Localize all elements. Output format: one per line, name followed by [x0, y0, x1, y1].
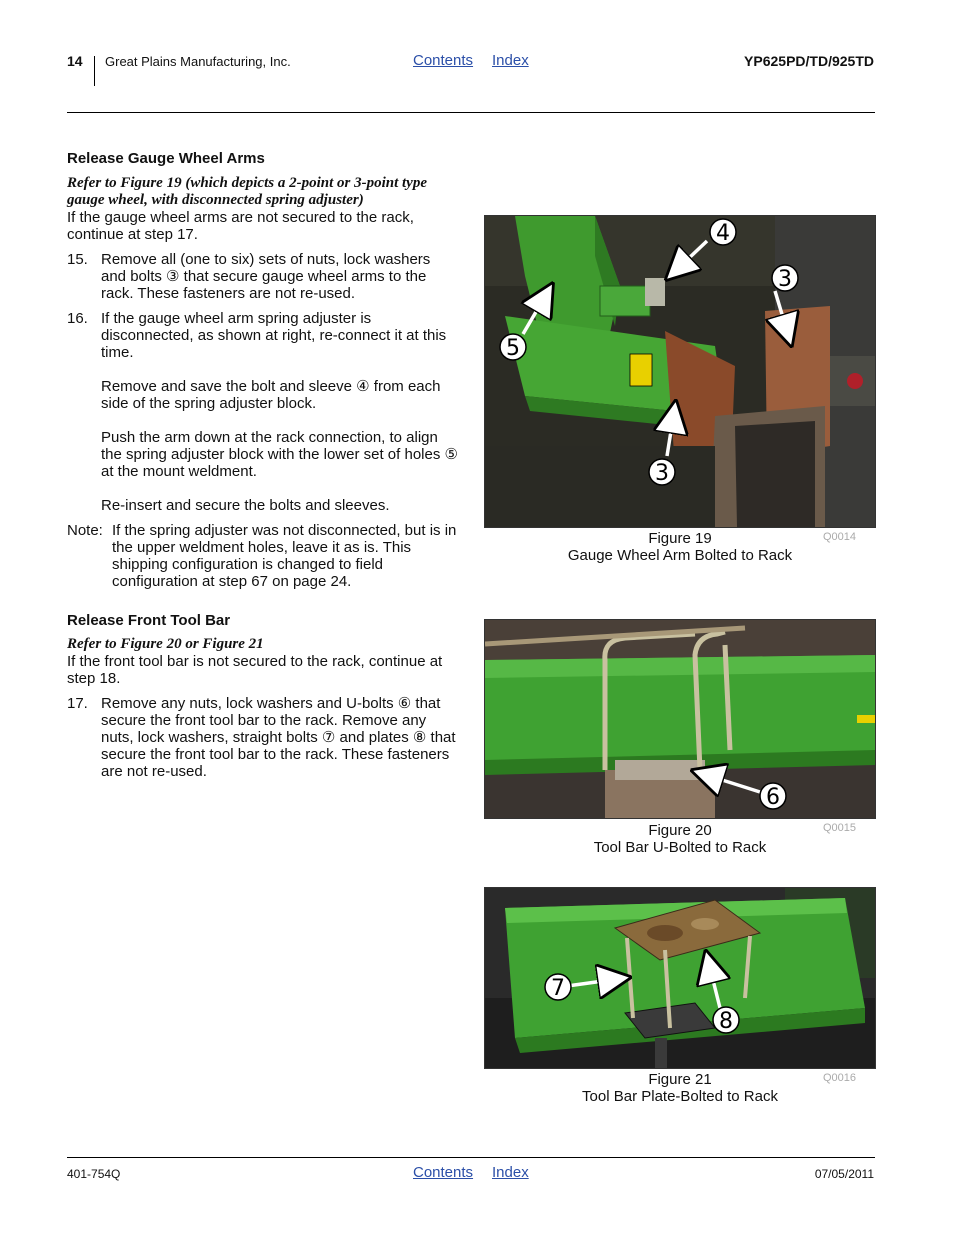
callout-7 — [545, 974, 571, 1001]
figure-19-photo — [484, 215, 876, 528]
step-15: 15. Remove all (one to six) sets of nuts, lock washers and bolts ③ that secure gauge wheel arms to the rack. These fasteners are not re-used. — [67, 251, 431, 302]
svg-text:4: 4 — [716, 221, 730, 246]
figure-reference: Refer to Figure 20 or Figure 21 — [67, 636, 264, 652]
header-index-link[interactable]: Index — [492, 52, 529, 69]
company-name: Great Plains Manufacturing, Inc. — [105, 54, 291, 69]
svg-text:7: 7 — [551, 976, 565, 1001]
publication-date: 07/05/2011 — [814, 1167, 874, 1181]
intro-text: If the front tool bar is not secured to the rack, continue at step 18. — [67, 653, 443, 687]
gauge-wheel-arm-illustration — [485, 216, 875, 527]
section-gauge-wheel-arms — [67, 150, 459, 590]
model-number: YP625PD/TD/925TD — [744, 53, 874, 69]
figure-21-code: Q0016 — [823, 1072, 857, 1084]
figure-20-caption — [485, 822, 875, 856]
figure-label: Figure 19 — [648, 530, 712, 547]
svg-text:6: 6 — [766, 785, 780, 810]
figure-20-photo — [484, 619, 876, 819]
callout-4 — [710, 219, 736, 246]
figure-21-caption — [485, 1071, 875, 1105]
section-front-tool-bar — [67, 612, 459, 780]
footer-rule — [67, 1157, 875, 1158]
figure-reference: Refer to Figure 19 (which depicts a 2-point or 3-point type gauge wheel, with disconnected spring adjuster) — [67, 175, 427, 208]
section-heading: Release Front Tool Bar — [67, 612, 231, 629]
callout-6 — [760, 783, 786, 810]
svg-text:3: 3 — [655, 461, 669, 486]
tool-bar-u-bolt-illustration — [485, 620, 875, 818]
step-17: 17. Remove any nuts, lock washers and U-bolts ⑥ that secure the front tool bar to the rack. Remove any nuts, lock washers, straight bolts ⑦ and plates ⑧ that secure the front tool bar to the rack. These fasteners are not re-used. — [67, 695, 456, 780]
svg-text:3: 3 — [778, 267, 792, 292]
header-rule — [67, 112, 875, 113]
footer-contents-link[interactable]: Contents — [413, 1164, 474, 1181]
header-divider — [94, 56, 95, 86]
figure-20-code: Q0015 — [823, 822, 857, 834]
figure-title: Tool Bar Plate-Bolted to Rack — [582, 1088, 778, 1105]
step-16: 16. If the gauge wheel arm spring adjuster is disconnected, as shown at right, re-connect it at this time. Remove and save the bolt and sleeve ④ from each side of the spring adjuster block. Push the arm down at the rack connection, to align the spring adjuster block with the lower set of holes ⑤ at the mount weldment. Re-insert and secure the bolts and sleeves. — [67, 310, 458, 514]
figure-title: Tool Bar U-Bolted to Rack — [593, 839, 767, 856]
tool-bar-plate-bolt-illustration — [485, 888, 875, 1068]
figure-label: Figure 20 — [648, 822, 712, 839]
section-heading: Release Gauge Wheel Arms — [67, 150, 265, 167]
svg-text:5: 5 — [506, 336, 520, 361]
figure-21-photo — [484, 887, 876, 1069]
callout-3-top — [772, 265, 798, 292]
figure-label: Figure 21 — [648, 1071, 712, 1088]
figure-19-caption — [485, 530, 875, 564]
svg-text:8: 8 — [719, 1009, 733, 1034]
document-number: 401-754Q — [67, 1167, 121, 1181]
callout-3-bottom — [649, 459, 675, 486]
header-contents-link[interactable]: Contents — [413, 52, 474, 69]
note: Note: If the spring adjuster was not disconnected, but is in the upper weldment holes, leave it as is. This shipping configuration is changed to field configuration at step 67 on page 24. — [67, 522, 457, 590]
intro-text: If the gauge wheel arms are not secured to the rack, continue at step 17. — [67, 209, 414, 243]
page-number: 14 — [67, 53, 83, 69]
figure-title: Gauge Wheel Arm Bolted to Rack — [567, 547, 793, 564]
footer-index-link[interactable]: Index — [492, 1164, 529, 1181]
callout-5 — [500, 334, 526, 361]
callout-8 — [713, 1007, 739, 1034]
figure-19-code: Q0014 — [823, 531, 857, 543]
